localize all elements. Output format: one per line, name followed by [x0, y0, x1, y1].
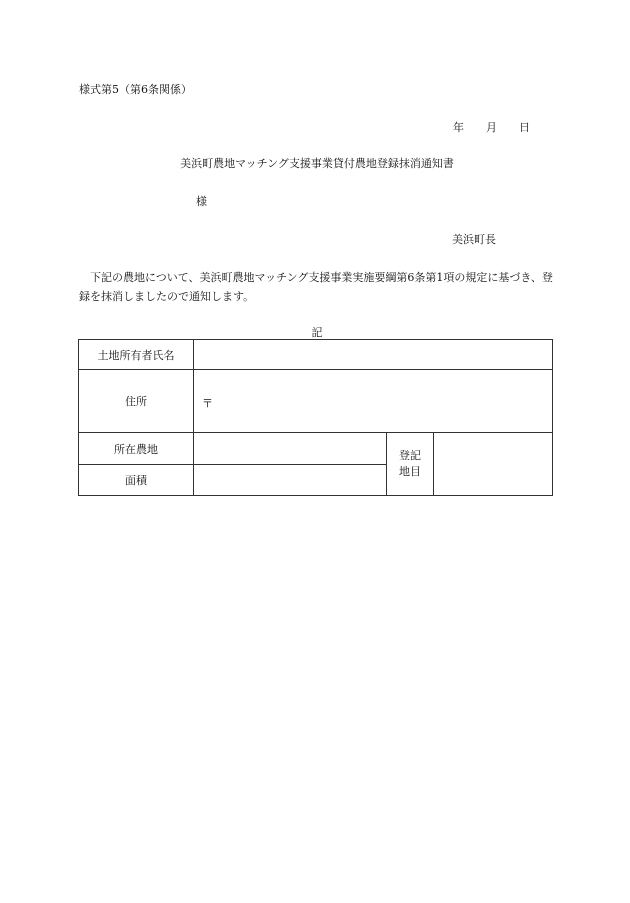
- registered-category-label-line1: 登記: [399, 449, 421, 462]
- postal-mark: 〒: [202, 396, 213, 410]
- notification-body: 下記の農地について、美浜町農地マッチング支援事業実施要綱第6条第1項の規定に基づき、登録を抹消しましたので通知します。: [79, 271, 553, 303]
- address-row: [79, 370, 553, 433]
- record-heading: 記: [311, 326, 323, 339]
- registered-category-field[interactable]: [434, 433, 553, 496]
- area-label: 面積: [79, 465, 194, 496]
- document-title: 美浜町農地マッチング支援事業貸付農地登録抹消通知書: [180, 157, 454, 170]
- sender-name: 美浜町長: [452, 233, 496, 246]
- farmland-location-row: [79, 433, 553, 465]
- address-field[interactable]: [194, 370, 553, 433]
- owner-name-field[interactable]: [194, 340, 553, 370]
- owner-name-label: 土地所有者氏名: [79, 340, 194, 370]
- registered-category-label-line2: 地目: [399, 465, 421, 478]
- date-year-label: 年: [453, 121, 464, 134]
- date-day-label: 日: [519, 121, 530, 134]
- registered-category-label: [387, 433, 434, 496]
- farmland-location-label: 所在農地: [79, 433, 194, 465]
- address-label: 住所: [79, 370, 194, 433]
- date-month-label: 月: [486, 121, 497, 134]
- farmland-location-field[interactable]: [194, 433, 387, 465]
- owner-name-row: [79, 340, 553, 370]
- form-number: 様式第5（第6条関係）: [79, 83, 192, 96]
- area-field[interactable]: [194, 465, 387, 496]
- recipient-suffix: 様: [196, 195, 207, 208]
- date-line: [453, 119, 530, 135]
- farmland-record-table: [78, 339, 553, 496]
